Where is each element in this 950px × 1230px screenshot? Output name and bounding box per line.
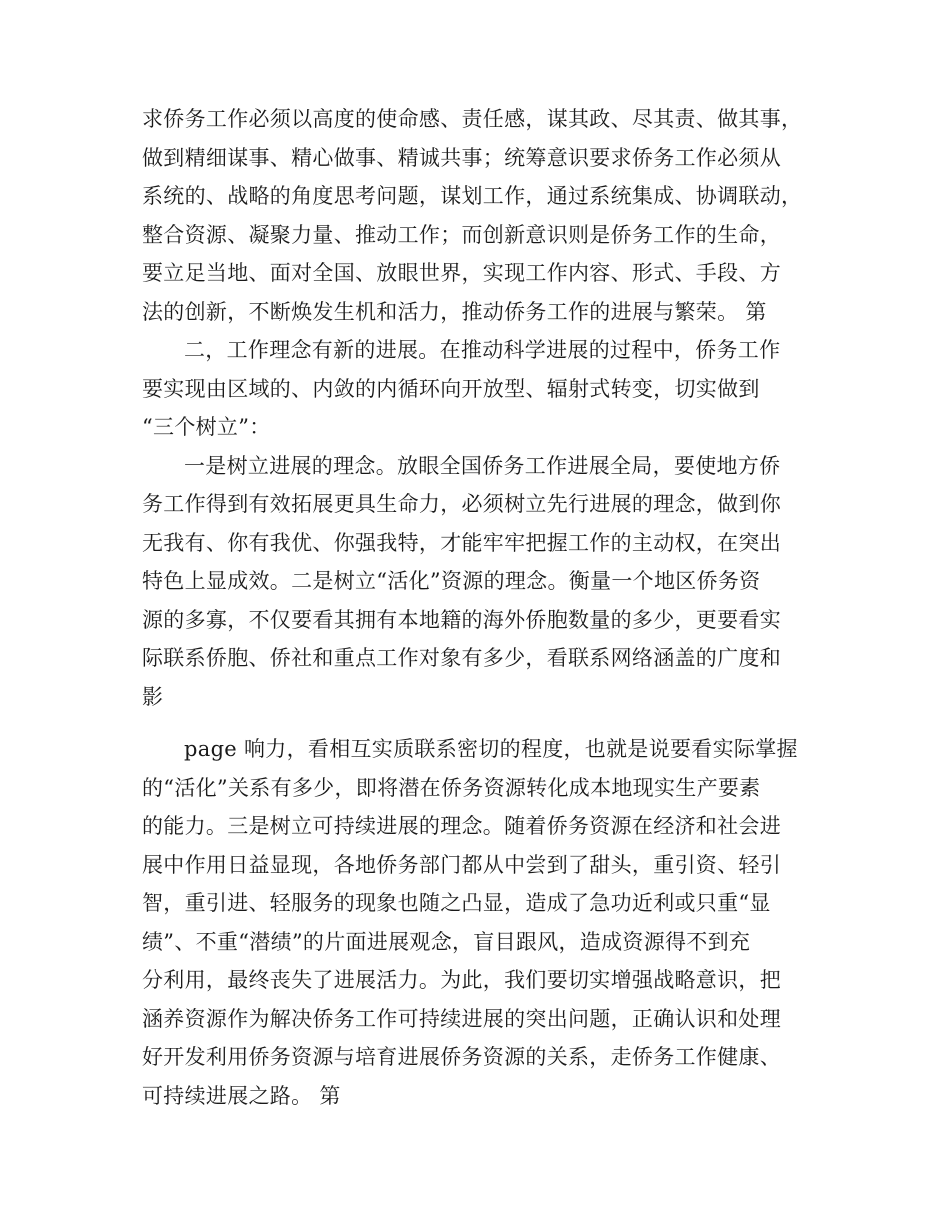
text-line: 的能力。三是树立可持续进展的理念。随着侨务资源在经济和社会进	[142, 814, 781, 838]
text-line: 系统的、战略的角度思考问题，谋划工作，通过系统集成、协调联动，	[142, 184, 803, 208]
text-line: 影	[142, 684, 164, 709]
text-line: 绩”、不重“潜绩”的片面进展观念，盲目跟风，造成资源得不到充	[142, 929, 751, 954]
text-line: “三个树立”：	[142, 415, 271, 439]
text-line: 要实现由区域的、内敛的内循环向开放型、辐射式转变，切实做到	[142, 376, 760, 401]
text-line: 求侨务工作必须以高度的使命感、责任感，谋其政、尽其责、做其事，	[142, 107, 803, 131]
text-line: 智，重引进、轻服务的现象也随之凸显，造成了急功近利或只重“显	[142, 891, 771, 915]
text-line: 特色上显成效。二是树立“活化”资源的理念。衡量一个地区侨务资	[142, 569, 761, 593]
text-line: 涵养资源作为解决侨务工作可持续进展的突出问题，正确认识和处理	[142, 1006, 781, 1031]
text-line: page 响力，看相互实质联系密切的程度，也就是说要看实际掌握	[184, 737, 798, 761]
paragraph-gap	[142, 716, 822, 730]
text-line: 务工作得到有效拓展更具生命力，必须树立先行进展的理念，做到你	[142, 492, 781, 516]
text-line: 好开发利用侨务资源与培育进展侨务资源的关系，走侨务工作健康、	[142, 1045, 781, 1069]
text-line: 无我有、你有我优、你强我特，才能牢牢把握工作的主动权，在突出	[142, 530, 781, 555]
text-line: 际联系侨胞、侨社和重点工作对象有多少，看联系网络涵盖的广度和	[142, 646, 781, 670]
text-line: 要立足当地、面对全国、放眼世界，实现工作内容、形式、手段、方	[142, 261, 781, 285]
text-line: 展中作用日益显现，各地侨务部门都从中尝到了甜头，重引资、轻引	[142, 852, 781, 877]
text-line: 整合资源、凝聚力量、推动工作；而创新意识则是侨务工作的生命，	[142, 222, 781, 247]
text-line: 一是树立进展的理念。放眼全国侨务工作进展全局，要使地方侨	[184, 453, 781, 478]
text-line: 法的创新，不断焕发生机和活力，推动侨务工作的进展与繁荣。 第	[142, 299, 767, 324]
text-line: 源的多寡，不仅要看其拥有本地籍的海外侨胞数量的多少，更要看实	[142, 607, 781, 632]
text-line: 的“活化”关系有多少，即将潜在侨务资源转化成本地现实生产要素	[142, 775, 761, 800]
text-line: 分利用，最终丧失了进展活力。为此，我们要切实增强战略意识，把	[142, 968, 781, 992]
document-body	[142, 100, 822, 1115]
text-line: 可持续进展之路。 第	[142, 1083, 341, 1108]
text-line: 二，工作理念有新的进展。在推动科学进展的过程中，侨务工作	[184, 338, 781, 362]
text-line: 做到精细谋事、精心做事、精诚共事；统筹意识要求侨务工作必须从	[142, 145, 781, 170]
